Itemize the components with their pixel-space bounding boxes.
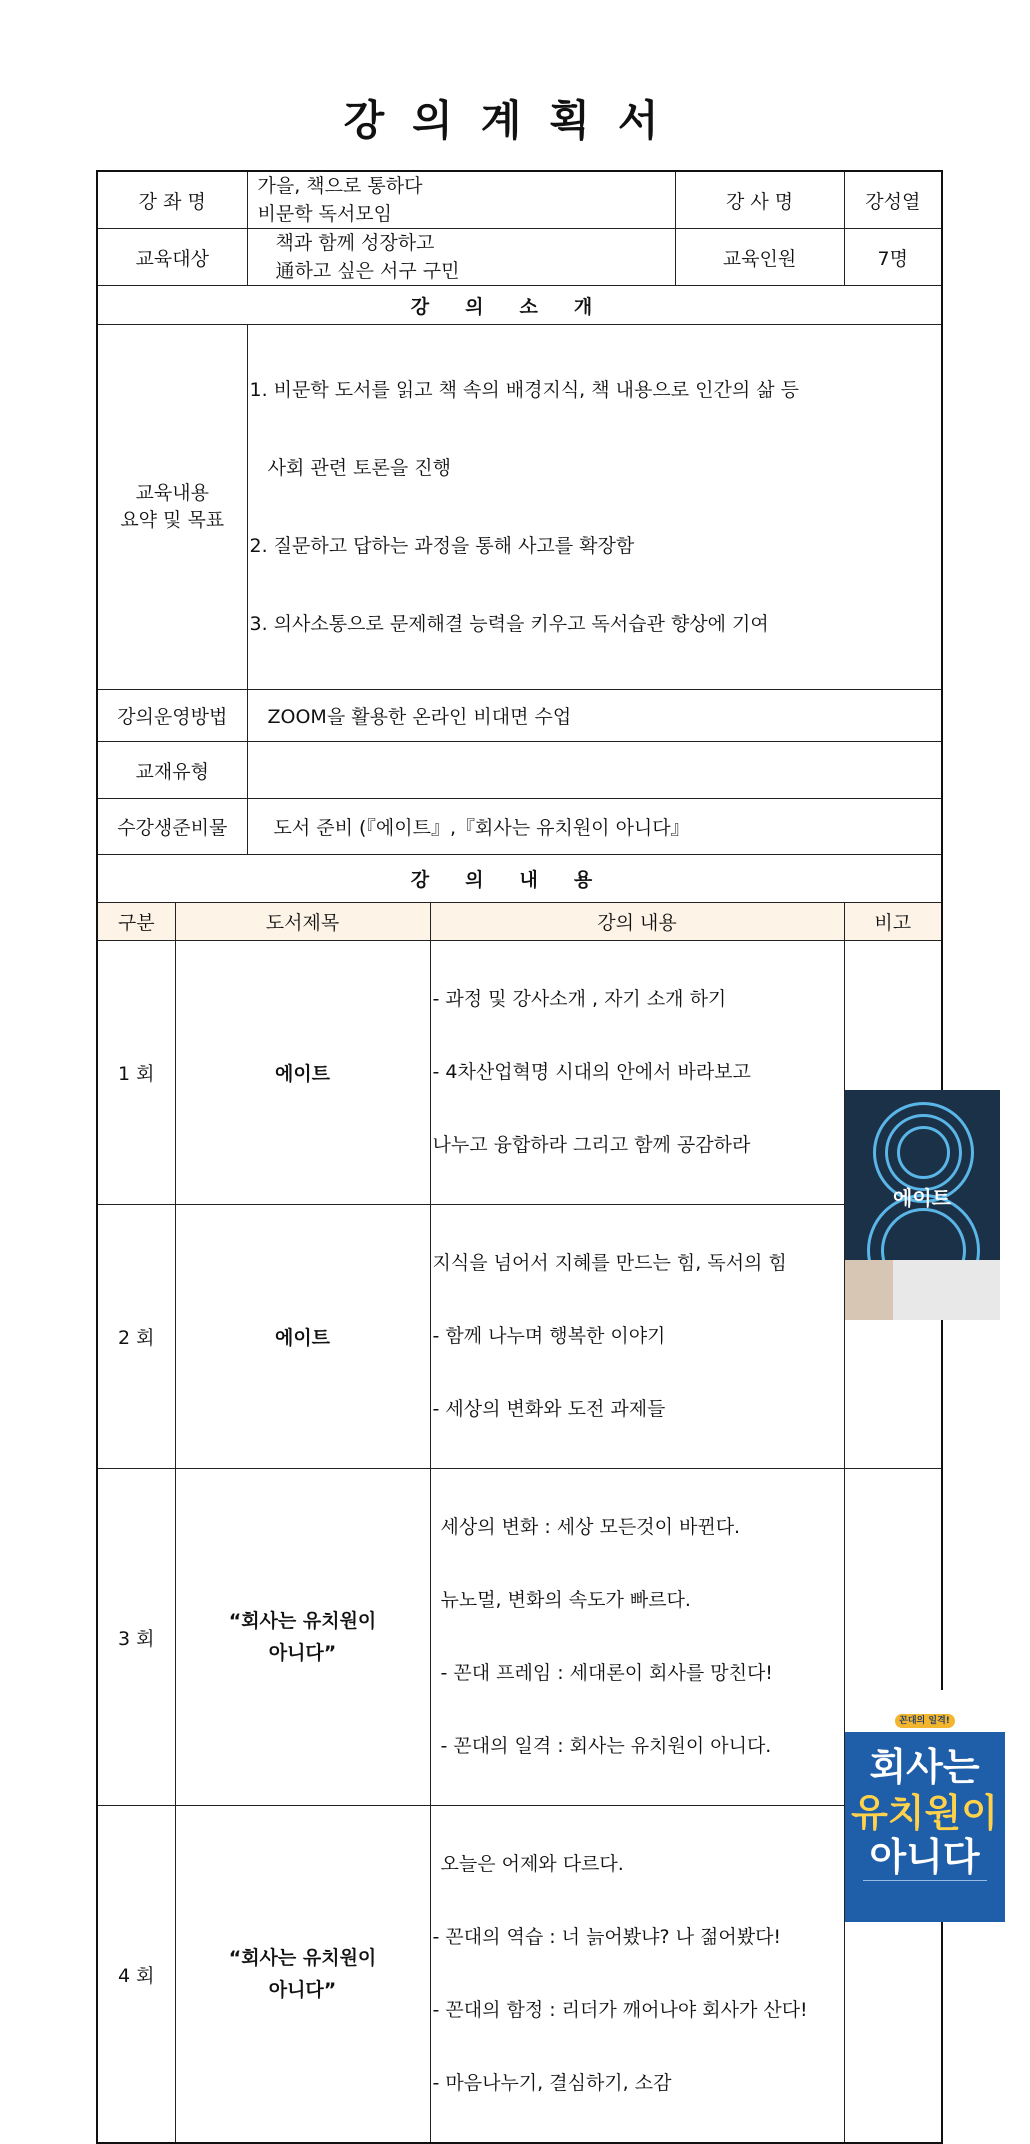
prep-value: 도서 준비 (『에이트』,『회사는 유치원이 아니다』 — [247, 799, 942, 855]
session-line: - 4차산업혁명 시대의 안에서 바라보고 — [432, 1061, 751, 1083]
book-title-line2: 아니다” — [268, 1642, 337, 1664]
session-line: - 과정 및 강사소개 , 자기 소개 하기 — [432, 988, 727, 1010]
course-name — [247, 171, 675, 229]
instructor-name: 강성열 — [844, 171, 942, 229]
session-line: - 세상의 변화와 도전 과제들 — [432, 1398, 666, 1420]
lecture-plan-table — [96, 170, 998, 2144]
company-cover-line1: 회사는 — [869, 1744, 980, 1789]
session-content — [430, 1469, 844, 1806]
session-book-title — [175, 1806, 430, 2144]
column-header-content: 강의 내용 — [430, 903, 844, 941]
intro-heading: 강의소개 — [97, 286, 942, 325]
session-book-title: 에이트 — [175, 941, 430, 1205]
session-line: 세상의 변화 : 세상 모든것이 바뀐다. — [440, 1516, 741, 1538]
company-book-cover — [845, 1690, 1005, 1922]
session-line: - 꼰대의 역습 : 너 늙어봤냐? 나 젊어봤다! — [432, 1926, 782, 1948]
column-header-note: 비고 — [844, 903, 942, 941]
method-label: 강의운영방법 — [97, 690, 247, 742]
summary-label — [97, 325, 247, 690]
session-content — [430, 941, 844, 1205]
eight-book-cover — [845, 1090, 1000, 1320]
column-header-book: 도서제목 — [175, 903, 430, 941]
material-type-row — [97, 742, 942, 799]
book-title-line2: 아니다” — [268, 1979, 337, 2001]
session-line: - 꼰대의 함정 : 리더가 깨어나야 회사가 산다! — [432, 1999, 808, 2021]
content-heading-row — [97, 855, 942, 903]
company-cover-tag: 꼰대의 일격! — [895, 1714, 955, 1728]
summary-label-line2: 요약 및 목표 — [120, 509, 225, 531]
content-header-row — [97, 903, 942, 941]
book-title-line1: “회사는 유치원이 — [228, 1947, 377, 1969]
course-row — [97, 171, 942, 229]
session-content — [430, 1806, 844, 2144]
session-number: 2 회 — [97, 1205, 175, 1469]
course-label: 강 좌 명 — [97, 171, 247, 229]
session-line: - 마음나누기, 결심하기, 소감 — [432, 2072, 672, 2094]
target-row — [97, 229, 942, 286]
summary-row — [97, 325, 942, 690]
target-label: 교육대상 — [97, 229, 247, 286]
session-line: 나누고 융합하라 그리고 함께 공감하라 — [432, 1134, 751, 1156]
session-line: - 꼰대 프레임 : 세대론이 회사를 망친다! — [440, 1662, 773, 1684]
headcount-label: 교육인원 — [675, 229, 844, 286]
company-cover-line3: 아니다 — [869, 1834, 980, 1879]
company-cover-line2: 유치원이 — [851, 1790, 998, 1835]
session-number: 3 회 — [97, 1469, 175, 1806]
session-row — [97, 1469, 942, 1806]
instructor-label: 강 사 명 — [675, 171, 844, 229]
session-line: - 함께 나누며 행복한 이야기 — [432, 1325, 666, 1347]
material-type-label: 교재유형 — [97, 742, 247, 799]
summary-label-line1: 교육내용 — [135, 482, 209, 504]
session-row — [97, 1806, 942, 2144]
target-line2: 通하고 싶은 서구 구민 — [275, 260, 460, 282]
summary-content — [247, 325, 942, 690]
summary-line: 3. 의사소통으로 문제해결 능력을 키우고 독서습관 향상에 기여 — [249, 613, 769, 635]
note-cell-company — [844, 1469, 998, 2144]
session-line: 뉴노멀, 변화의 속도가 빠르다. — [440, 1589, 691, 1611]
eight-cover-title: 에이트 — [893, 1185, 951, 1210]
intro-heading-row — [97, 286, 942, 325]
course-name-line1: 가을, 책으로 통하다 — [257, 175, 423, 197]
summary-line: 사회 관련 토론을 진행 — [249, 457, 451, 479]
prep-label: 수강생준비물 — [97, 799, 247, 855]
session-line: - 꼰대의 일격 : 회사는 유치원이 아니다. — [440, 1735, 772, 1757]
session-book-title — [175, 1469, 430, 1806]
content-heading: 강의내용 — [97, 855, 942, 903]
session-content — [430, 1205, 844, 1469]
session-number: 4 회 — [97, 1806, 175, 2144]
target-line1: 책과 함께 성장하고 — [275, 232, 435, 254]
book-title-line1: “회사는 유치원이 — [228, 1610, 377, 1632]
note-cell-eight — [844, 941, 951, 1469]
summary-line: 2. 질문하고 답하는 과정을 통해 사고를 확장함 — [249, 535, 635, 557]
session-number: 1 회 — [97, 941, 175, 1205]
session-line: 오늘은 어제와 다르다. — [440, 1853, 624, 1875]
session-row — [97, 941, 942, 1205]
course-name-line2: 비문학 독서모임 — [257, 203, 393, 225]
session-line: 지식을 넘어서 지혜를 만드는 힘, 독서의 힘 — [432, 1252, 787, 1274]
material-type-value — [247, 742, 942, 799]
page-title: 강의계획서 — [343, 96, 687, 145]
summary-line: 1. 비문학 도서를 읽고 책 속의 배경지식, 책 내용으로 인간의 삶 등 — [249, 379, 799, 401]
session-book-title: 에이트 — [175, 1205, 430, 1469]
method-row — [97, 690, 942, 742]
column-header-session: 구분 — [97, 903, 175, 941]
prep-row — [97, 799, 942, 855]
target-audience — [247, 229, 675, 286]
session-row — [97, 1205, 942, 1469]
method-value: ZOOM을 활용한 온라인 비대면 수업 — [247, 690, 942, 742]
headcount-value: 7명 — [844, 229, 942, 286]
